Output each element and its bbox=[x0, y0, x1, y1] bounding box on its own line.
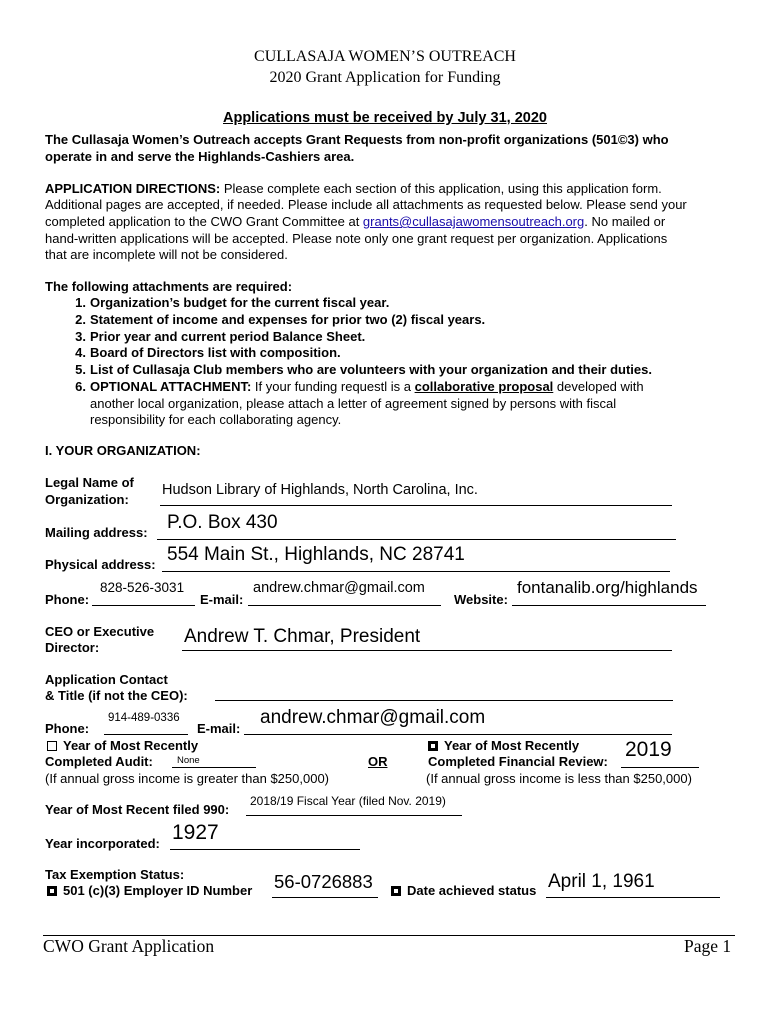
legal-name-label-2: Organization: bbox=[45, 492, 129, 507]
audit-note: (If annual gross income is greater than $250,000) bbox=[45, 771, 330, 786]
physical-address-label: Physical address: bbox=[45, 557, 156, 572]
physical-address-line bbox=[162, 571, 670, 572]
status-date-option bbox=[391, 883, 536, 898]
attachment-item-optional bbox=[75, 379, 644, 394]
attachment-item bbox=[75, 362, 652, 377]
review-line bbox=[621, 767, 699, 768]
review-checkbox[interactable] bbox=[428, 741, 438, 751]
attachment-item bbox=[75, 345, 341, 360]
attachment-item bbox=[75, 329, 366, 344]
contact-phone-label: Phone: bbox=[45, 721, 90, 736]
attachment-num: 1. bbox=[75, 295, 86, 310]
incorporated-line bbox=[170, 849, 360, 850]
audit-label-2: Completed Audit: bbox=[45, 754, 153, 769]
email-label: E-mail: bbox=[200, 592, 244, 607]
filed-990-label: Year of Most Recent filed 990: bbox=[45, 802, 230, 817]
email-line bbox=[248, 605, 441, 606]
mailing-address-line bbox=[157, 539, 676, 540]
phone-label: Phone: bbox=[45, 592, 90, 607]
website-field[interactable]: fontanalib.org/highlands bbox=[517, 578, 698, 597]
optional-text-line-2: another local organization, please attach a letter of agreement signed by persons with fiscal bbox=[90, 396, 617, 411]
audit-option bbox=[47, 738, 198, 753]
footer-form-name: CWO Grant Application bbox=[43, 936, 215, 956]
attachment-item bbox=[75, 312, 486, 327]
mailing-address-field[interactable]: P.O. Box 430 bbox=[167, 512, 278, 533]
deadline-notice: Applications must be received by July 31, 2020 bbox=[223, 110, 547, 126]
directions-line-5: that are incomplete will not be considered. bbox=[45, 247, 288, 262]
attachment-num: 3. bbox=[75, 329, 86, 344]
intro-line-2: operate in and serve the Highlands-Cashiers area. bbox=[45, 149, 355, 164]
directions-text-3b: . No mailed or bbox=[584, 214, 666, 229]
ein-line bbox=[272, 897, 378, 898]
status-date-field[interactable]: April 1, 1961 bbox=[548, 871, 655, 892]
phone-field[interactable]: 828-526-3031 bbox=[100, 580, 185, 595]
ceo-label-1: CEO or Executive bbox=[45, 624, 155, 639]
review-option bbox=[428, 738, 579, 753]
filed-990-line bbox=[246, 815, 462, 816]
contact-email-field[interactable]: andrew.chmar@gmail.com bbox=[260, 707, 486, 728]
attachment-num: 6. bbox=[75, 379, 86, 394]
email-field[interactable]: andrew.chmar@gmail.com bbox=[253, 580, 425, 596]
ein-option bbox=[47, 883, 252, 898]
contact-email-label: E-mail: bbox=[197, 721, 241, 736]
optional-text-line-3: responsibility for each collaborating agency. bbox=[90, 412, 342, 427]
status-date-label: Date achieved status bbox=[407, 883, 537, 898]
audit-label-1: Year of Most Recently bbox=[63, 738, 199, 753]
ceo-label-2-text: Director: bbox=[45, 640, 100, 655]
collaborative-proposal-text: collaborative proposal bbox=[414, 379, 554, 394]
attachment-num: 4. bbox=[75, 345, 86, 360]
grants-email-link[interactable]: grants@cullasajawomensoutreach.org bbox=[362, 214, 585, 229]
contact-phone-line bbox=[104, 734, 188, 735]
attachment-text: Board of Directors list with composition. bbox=[90, 345, 341, 360]
incorporated-label: Year incorporated: bbox=[45, 836, 160, 851]
contact-email-line bbox=[244, 734, 672, 735]
legal-name-line bbox=[160, 505, 672, 506]
org-title: CULLASAJA WOMEN’S OUTREACH bbox=[254, 48, 516, 65]
audit-checkbox[interactable] bbox=[47, 741, 57, 751]
directions-line-4: hand-written applications will be accepted. Please note only one grant request per organization. Applications bbox=[45, 231, 668, 246]
attachments-heading: The following attachments are required: bbox=[45, 279, 293, 294]
phone-line bbox=[92, 605, 195, 606]
physical-address-field[interactable]: 554 Main St., Highlands, NC 28741 bbox=[167, 544, 465, 565]
ceo-line bbox=[182, 650, 672, 651]
ceo-field[interactable]: Andrew T. Chmar, President bbox=[184, 626, 421, 647]
attachment-num: 5. bbox=[75, 362, 86, 377]
attachment-text: Statement of income and expenses for prior two (2) fiscal years. bbox=[90, 312, 486, 327]
directions-line-1 bbox=[45, 181, 662, 196]
attachment-text: List of Cullasaja Club members who are volunteers with your organization and their duties. bbox=[90, 362, 652, 377]
ein-field[interactable]: 56-0726883 bbox=[274, 871, 373, 892]
legal-name-label-1: Legal Name of bbox=[45, 475, 134, 490]
website-line bbox=[512, 605, 706, 606]
or-label: OR bbox=[368, 754, 388, 769]
section-heading-organization: I. YOUR ORGANIZATION: bbox=[45, 443, 201, 458]
legal-name-field[interactable]: Hudson Library of Highlands, North Carolina, Inc. bbox=[162, 482, 478, 498]
incorporated-field[interactable]: 1927 bbox=[172, 821, 219, 844]
audit-line bbox=[172, 767, 256, 768]
attachment-num: 2. bbox=[75, 312, 86, 327]
contact-line bbox=[215, 700, 673, 701]
ein-label: 501 (c)(3) Employer ID Number bbox=[63, 883, 253, 898]
directions-line-2: Additional pages are accepted, if needed. Please include all attachments as requested below. Please send your bbox=[45, 197, 687, 212]
ein-checkbox[interactable] bbox=[47, 886, 57, 896]
ceo-label-2 bbox=[45, 640, 99, 655]
directions-text-1: Please complete each section of this application, using this application form. bbox=[220, 181, 662, 196]
directions-line-3 bbox=[45, 214, 665, 229]
review-field[interactable]: 2019 bbox=[625, 738, 672, 761]
optional-text-pre: If your funding requestl is a bbox=[251, 379, 415, 394]
review-label-2: Completed Financial Review: bbox=[428, 754, 608, 769]
tax-status-heading: Tax Exemption Status: bbox=[45, 867, 185, 882]
contact-label-1: Application Contact bbox=[45, 672, 168, 687]
website-label: Website: bbox=[454, 592, 508, 607]
mailing-address-label: Mailing address: bbox=[45, 525, 148, 540]
status-date-checkbox[interactable] bbox=[391, 886, 401, 896]
directions-label: APPLICATION DIRECTIONS: bbox=[45, 181, 221, 196]
filed-990-field[interactable]: 2018/19 Fiscal Year (filed Nov. 2019) bbox=[250, 794, 446, 808]
form-subtitle: 2020 Grant Application for Funding bbox=[269, 69, 501, 86]
review-note: (If annual gross income is less than $250,000) bbox=[426, 771, 692, 786]
optional-label: OPTIONAL ATTACHMENT: bbox=[90, 379, 252, 394]
footer-page-number: Page 1 bbox=[684, 936, 732, 956]
attachment-item bbox=[75, 295, 390, 310]
review-label-1: Year of Most Recently bbox=[444, 738, 580, 753]
optional-text-post: developed with bbox=[553, 379, 644, 394]
intro-line-1: The Cullasaja Women’s Outreach accepts Grant Requests from non-profit organizations (501©3) who bbox=[45, 132, 669, 147]
audit-field[interactable]: None bbox=[177, 755, 200, 766]
contact-phone-field[interactable]: 914-489-0336 bbox=[108, 712, 180, 724]
attachment-text: Organization’s budget for the current fiscal year. bbox=[90, 295, 390, 310]
directions-text-3a: completed application to the CWO Grant Committee at bbox=[45, 214, 363, 229]
contact-label-2: & Title (if not the CEO): bbox=[45, 688, 188, 703]
attachment-text: Prior year and current period Balance Sheet. bbox=[90, 329, 366, 344]
status-date-line bbox=[546, 897, 720, 898]
